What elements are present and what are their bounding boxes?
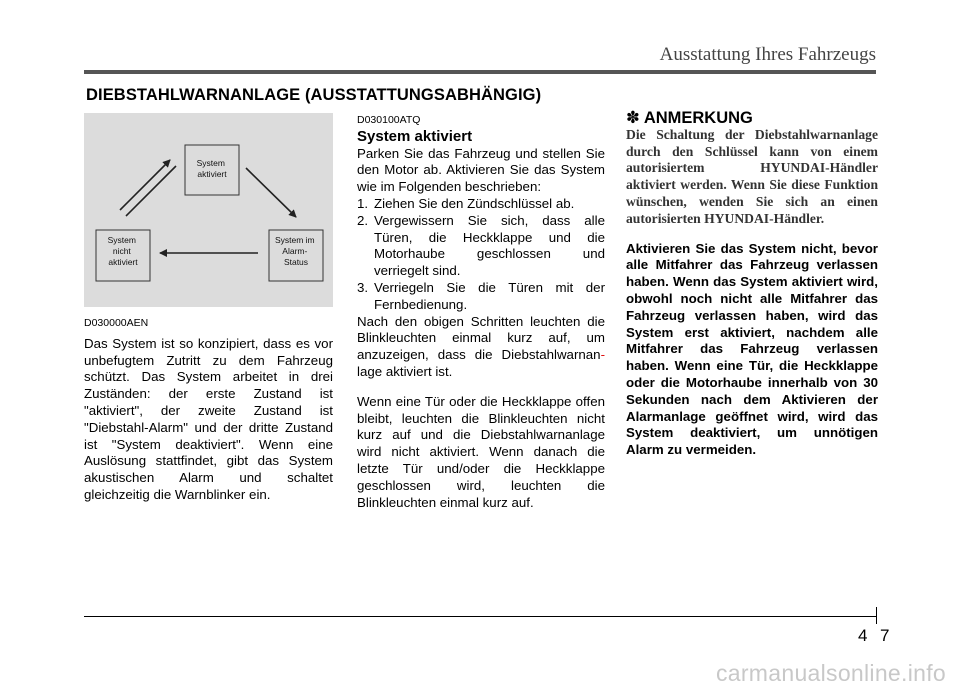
arrow-activated-to-alarm xyxy=(246,168,296,217)
step-item xyxy=(357,213,605,280)
column-activation xyxy=(357,112,605,511)
chapter-number: 4 xyxy=(858,626,868,645)
header-rule xyxy=(84,70,876,74)
activation-steps xyxy=(357,196,605,314)
intro-text: Das System ist so konzipiert, dass es vor unbefugtem Zutritt zu dem Fahrzeug schützt. Das System arbeitet in drei Zuständen: der erste Zustand ist "aktiviert", der zweite Zustand ist "Diebstahl-Alarm" und der dritte Zustand ist "System deaktiviert". Wenn eine Auslösung stattfindet, gibt das System akustischen Alarm und schaltet gleichzeitig die Warnblinker ein. xyxy=(84,335,333,502)
note-title-text: ANMERKUNG xyxy=(643,109,753,127)
page-header-title: Ausstattung Ihres Fahrzeugs xyxy=(659,44,876,65)
column-intro xyxy=(84,315,333,504)
arrow-deactivated-to-activated-a xyxy=(120,160,170,210)
deactivated-label-1: System xyxy=(107,235,136,245)
step-number: 3. xyxy=(357,279,369,295)
intro-code: D030000AEN xyxy=(84,317,149,329)
alarm-label-2: Alarm- xyxy=(282,246,308,256)
deactivated-label-2: nicht xyxy=(112,246,131,256)
result-text-main: Nach den obigen Schritten leuchten die Blinkleuchten einmal kurz auf, um anzuzeigen, dass die Diebstahlwarnan xyxy=(357,313,605,363)
note-title xyxy=(626,110,878,127)
activation-open-door-paragraph: Wenn eine Tür oder die Heckklappe offen bleibt, leuchten die Blinkleuchten nicht kurz auf und die Diebstahlwarnanlage wird nicht aktiviert. Wenn danach die letzte Tür und/oder die Heckklappe geschlossen wird, leuchten die Blinkleuchten einmal kurz auf. xyxy=(357,393,605,510)
step-number: 1. xyxy=(357,195,369,211)
svg-text:System aktiviert xyxy=(197,158,228,179)
arrow-deactivated-to-activated-b xyxy=(126,166,176,216)
step-number: 2. xyxy=(357,212,369,228)
activation-intro: Parken Sie das Fahrzeug und stellen Sie den Motor ab. Aktivieren Sie das System wie im Folgenden beschrieben: xyxy=(357,145,605,195)
section-heading: DIEBSTAHLWARNANLAGE (AUSSTATTUNGSABHÄNGIG) xyxy=(86,86,542,104)
step-text: Vergewissern Sie sich, dass alle Türen, die Heckklappe und die Motorhaube geschlossen und verriegelt sind. xyxy=(374,212,605,279)
alarm-label-3: Status xyxy=(283,257,309,267)
footer-tick xyxy=(876,607,877,624)
activated-label-2: aktiviert xyxy=(197,169,227,179)
note-icon: ✽ xyxy=(626,109,640,127)
note-serif-text: Die Schaltung der Diebstahlwarnanlage durch den Schlüssel kann von einem autorisiertem HYUNDAI-Händler aktiviert werden. Wenn Sie diese Funktion wünschen, wenden Sie sich an einen autorisierten HYUNDAI-Händler. xyxy=(626,126,878,226)
footer-rule xyxy=(84,616,876,617)
activated-label-1: System xyxy=(196,158,225,168)
step-item xyxy=(357,196,605,213)
activation-code: D030100ATQ xyxy=(357,114,421,126)
step-item xyxy=(357,280,605,314)
watermark: carmanualsonline.info xyxy=(715,660,946,686)
step-text: Verriegeln Sie die Türen mit der Fernbedienung. xyxy=(374,279,605,312)
result-text-end: lage aktiviert ist. xyxy=(357,363,453,379)
hyphen-mark: - xyxy=(600,347,605,363)
state-diagram xyxy=(84,113,333,307)
activation-result-paragraph xyxy=(357,314,605,381)
step-text: Ziehen Sie den Zündschlüssel ab. xyxy=(374,195,575,211)
note-bold-text: Aktivieren Sie das System nicht, bevor alle Mitfahrer das Fahrzeug verlassen haben. Wenn das System aktiviert wird, obwohl noch nicht alle Mitfahrer das Fahrzeug verlassen haben, wird das System erst aktiviert, nachdem alle Mitfahrer das Fahrzeug verlassen haben. Wenn eine Tür, die Heckklappe oder die Motorhaube innerhalb von 30 Sekunden nach dem Aktivieren der Alarmanlage geöffnet wird, wird das System deaktiviert, um unnötigen Alarm zu vermeiden. xyxy=(626,240,878,458)
activation-subheading: System aktiviert xyxy=(357,127,473,145)
page-number: 7 xyxy=(880,626,890,645)
alarm-label-1: System im xyxy=(274,235,315,245)
column-note xyxy=(626,110,878,459)
deactivated-label-3: aktiviert xyxy=(108,257,138,267)
